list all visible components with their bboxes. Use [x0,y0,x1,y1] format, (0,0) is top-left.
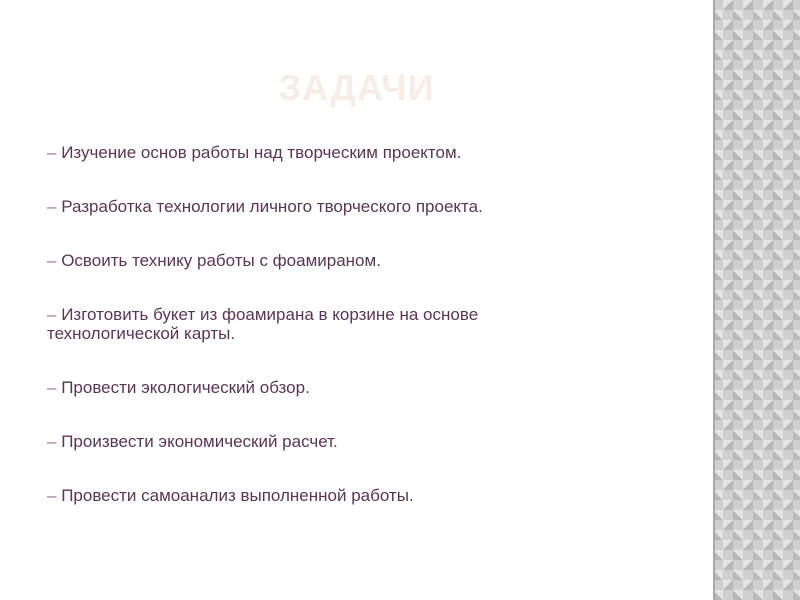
task-text: Изучение основ работы над творческим проектом. [61,143,462,162]
pattern-divider [713,0,715,600]
task-text: Произвести экономический расчет. [61,432,338,451]
task-item [47,251,657,270]
task-list [47,143,657,540]
dash-bullet: – [47,197,57,216]
task-item [47,432,657,451]
task-item [47,378,657,397]
decorative-pattern-strip [713,0,800,600]
dash-bullet: – [47,251,57,270]
task-item [47,197,657,216]
dash-bullet: – [47,486,57,505]
task-text: Провести самоанализ выполненной работы. [61,486,414,505]
task-item [47,143,657,162]
dash-bullet: – [47,432,57,451]
task-text: Освоить технику работы с фоамираном. [61,251,381,270]
dash-bullet: – [47,305,57,324]
task-text: Провести экологический обзор. [61,378,310,397]
task-item [47,305,567,343]
dash-bullet: – [47,143,57,162]
task-text: Разработка технологии личного творческого проекта. [61,197,483,216]
task-text: Изготовить букет из фоамирана в корзине на основе технологической карты. [47,305,479,343]
dash-bullet: – [47,378,57,397]
slide-title: ЗАДАЧИ [278,67,435,108]
task-item [47,486,657,505]
